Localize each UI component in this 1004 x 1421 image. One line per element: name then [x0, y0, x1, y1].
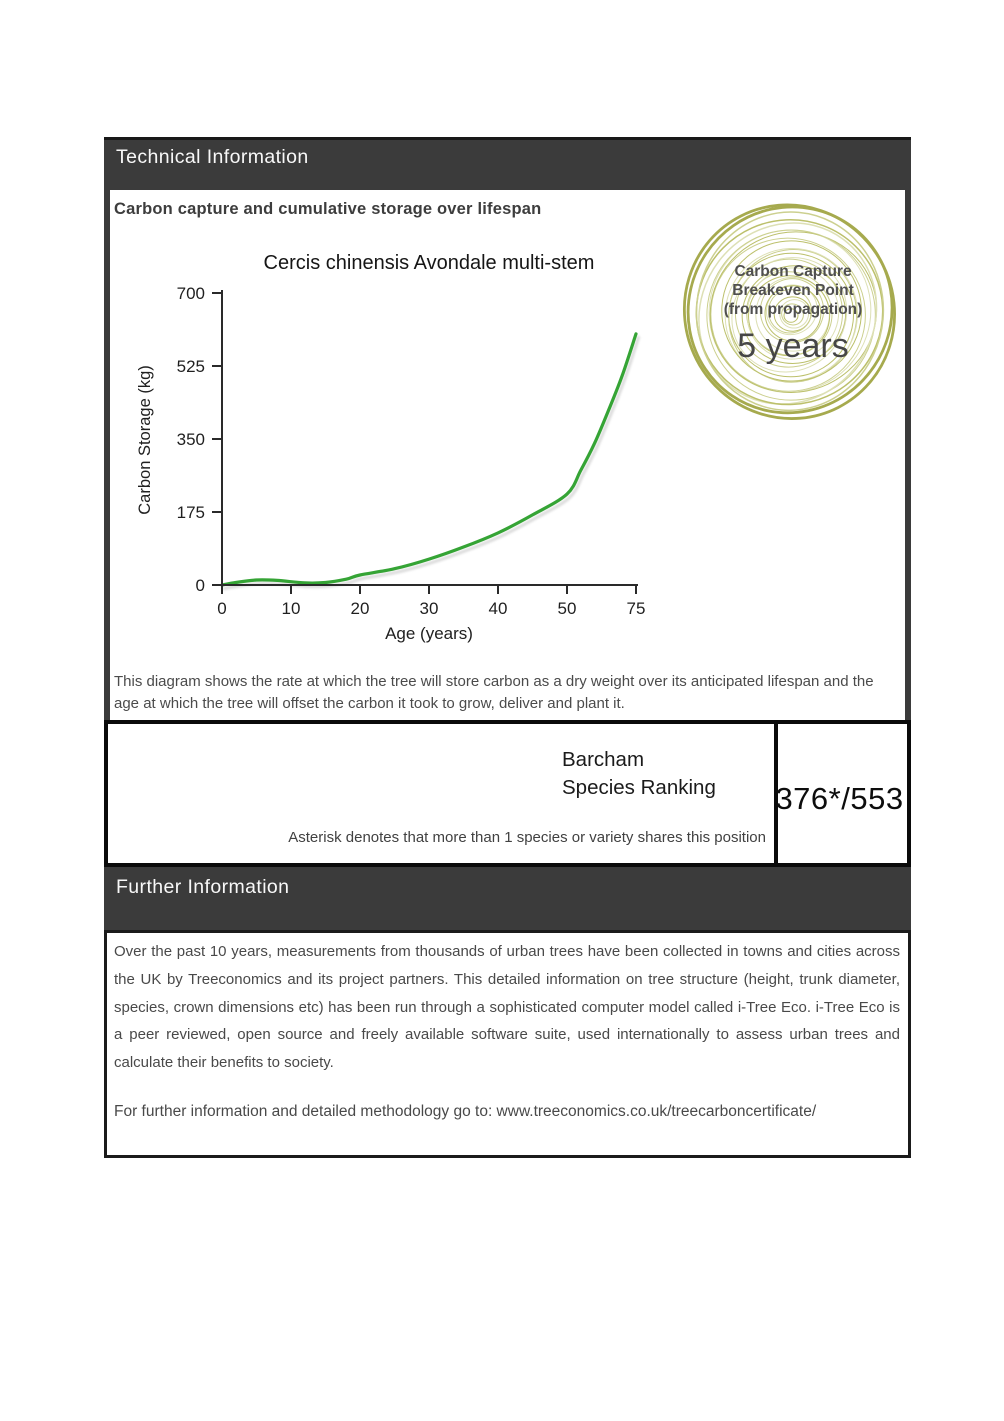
x-axis-label: Age (years)	[385, 624, 473, 643]
further-information-paragraph: Over the past 10 years, measurements from thousands of urban trees have been collected in towns and cities across the UK by Treeconomics and its project partners. This detailed information on tree structure (height, trunk diameter, species, crown dimensions etc) has been run through a sophisticated computer model called i-Tree Eco. i-Tree Eco is a peer reviewed, open source and freely available software suite, used internationally to assess urban trees and calculate their benefits to society.	[114, 943, 900, 1072]
x-tick-label: 20	[350, 599, 370, 618]
chart-caption: This diagram shows the rate at which the tree will store carbon as a dry weight over its anticipated lifespan and the age at which the tree will offset the carbon it took to grow, deliver and plant it.	[114, 673, 874, 712]
x-tick-label: 10	[281, 599, 301, 618]
x-tick-label: 50	[557, 599, 577, 618]
breakeven-badge	[688, 262, 898, 364]
y-tick-label: 175	[176, 503, 205, 522]
x-tick-label: 0	[217, 599, 227, 618]
ranking-value: 376*/553	[775, 781, 904, 816]
breakeven-value: 5 years	[737, 327, 849, 365]
x-tick-label: 30	[419, 599, 439, 618]
ranking-label: Species Ranking	[562, 776, 716, 799]
x-tick-label: 75	[626, 599, 646, 618]
technical-information-header: Technical Information	[116, 146, 309, 168]
methodology-link-line: For further information and detailed methodology go to: www.treeconomics.co.uk/treecarboncertificate/	[114, 1103, 817, 1120]
y-tick-label: 350	[176, 430, 205, 449]
x-tick-label: 40	[488, 599, 508, 618]
chart-title: Cercis chinensis Avondale multi-stem	[263, 252, 595, 274]
y-tick-label: 0	[195, 576, 205, 595]
y-axis-label: Carbon Storage (kg)	[136, 365, 154, 515]
ranking-org: Barcham	[562, 748, 645, 771]
section-heading: Carbon capture and cumulative storage over lifespan	[114, 200, 542, 218]
y-tick-label: 525	[176, 357, 205, 376]
ranking-asterisk-note: Asterisk denotes that more than 1 species or variety shares this position	[288, 829, 766, 846]
badge-line-1: Carbon Capture	[734, 263, 852, 280]
further-information-header: Further Information	[116, 876, 290, 898]
badge-line-2: Breakeven Point	[732, 282, 854, 299]
badge-line-3: (from propagation)	[723, 301, 863, 318]
y-tick-label: 700	[176, 284, 205, 303]
